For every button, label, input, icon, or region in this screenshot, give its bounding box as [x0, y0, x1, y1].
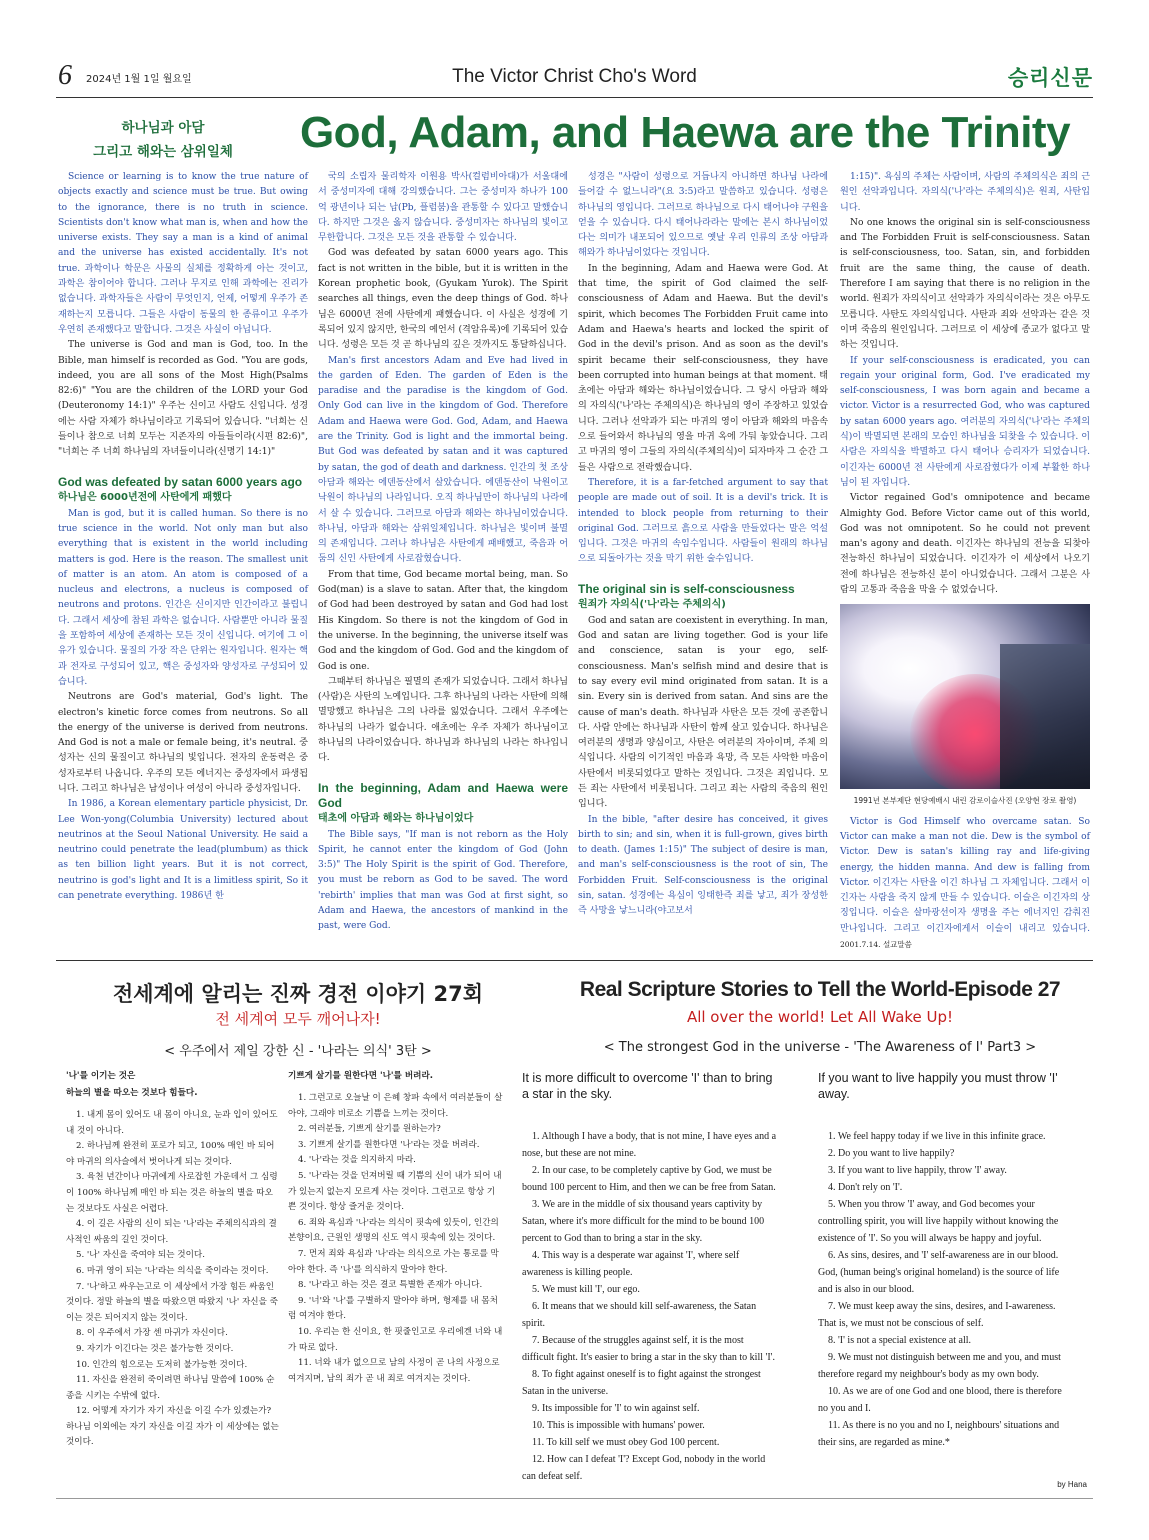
list-item: 6. 죄와 욕심과 '나'라는 의식이 핏속에 있듯이, 인간의 본향이요, 근원인 생명의 신도 역시 핏속에 있는 것이다. [288, 1217, 499, 1244]
list-item: 12. How can I defeat 'I'? Except God, nobody in the world can defeat self. [522, 1454, 766, 1482]
list-item: 12. 어떻게 자기가 자기 자신을 이길 수가 있겠는가? 하나님 이외에는 자기 자신을 이길 자가 이 세상에는 없는 것이다. [66, 1406, 279, 1448]
list-item: 6. It means that we should kill self-awareness, the Satan spirit. [522, 1301, 757, 1329]
list-item: 3. We are in the middle of six thousand years captivity by Satan, where it's more difficult for the mind to be bound 100 percent to God than to bring a star in the sky. [522, 1199, 765, 1244]
list-item: 9. We must not distinguish between me and you, and must therefore regard my neighbour's body as my own body. [818, 1352, 1061, 1380]
list-item: 6. 마귀 영이 되는 '나'라는 의식을 죽이라는 것이다. [76, 1265, 269, 1276]
subheading-kr: 원죄가 자의식('나'라는 주체의식) [578, 598, 726, 610]
list-item: 1. Although I have a body, that is not mine, I have eyes and a nose, but these are not mine. [522, 1131, 777, 1159]
list-item: 4. Don't rely on 'I'. [828, 1182, 903, 1193]
list-item: 8. To fight against oneself is to fight against the strongest Satan in the universe. [522, 1369, 761, 1397]
list-item: 2. 하나님께 완전히 포로가 되고, 100% 매인 바 되어야 마귀의 의사슬에서 벗어나게 되는 것이다. [66, 1141, 275, 1167]
page-number: 6 [58, 60, 72, 91]
article-column-4 [840, 170, 1090, 953]
kr-heading-line1: 하나님과 아담 [121, 120, 205, 136]
list-item: 3. 기쁘게 살기를 원한다면 '나'라는 것을 버려라. [298, 1139, 480, 1150]
list-item: 7. Because of the struggles against self, it is the most difficult fight. It's easier to bring a star in the sky than to kill 'I'. [522, 1335, 775, 1363]
list-item: 11. As there is no you and no I, neighbours' situations and their sins, are regarded as mine.* [818, 1420, 1060, 1448]
list-item: 11. To kill self we must obey God 100 percent. [532, 1437, 720, 1448]
subheading-kr: 태초에 아담과 해와는 하나님이었다 [318, 812, 474, 824]
list-item: 2. 여러분들, 기쁘게 살기를 원하는가? [298, 1124, 441, 1135]
list-item: 1. 내게 몸이 있어도 내 몸이 아니요, 눈과 입이 있어도 내 것이 아니다. [66, 1110, 278, 1136]
series-kr-column-2 [288, 1068, 503, 1387]
article-column-1 [58, 170, 308, 904]
kr-heading-line2: 그리고 해와는 삼위일체 [93, 144, 233, 160]
congregation-silhouette [1000, 644, 1090, 789]
series-part-en: < The strongest God in the universe - 'The Awareness of I' Part3 > [603, 1040, 1037, 1055]
paragraph: If your self-consciousness is eradicated, you can regain your original form, God. I've eradicated my self-consciousness, I was born again and became a victor. Victor is a resurrected God, who was captured by satan 6000 years ago. 여러분의 자의식('나'라는 주체의식)이 박멸되면 본래의 모습인 하나님을 되찾을 수 있습니다. 이 사람은 자의식을 박멸하고 다시 태어나 승리자가 되었습니다. 이긴자는 6000년 전 사탄에게 사로잡혔다가 이제 부활한 하나님이 된 자입니다. [840, 355, 1090, 488]
list-item: 9. '너'와 '나'를 구별하지 말아야 하며, 형제를 내 몸처럼 여겨야 한다. [288, 1295, 498, 1322]
kr-col2-list [288, 1091, 503, 1387]
list-item: 2. In our case, to be completely captive by God, we must be bound 100 percent to Him, and then we can be free from Satan. [522, 1165, 776, 1193]
paragraph: Man's first ancestors Adam and Eve had lived in the garden of Eden. The garden of Eden is the paradise and the paradise is the kingdom of God. Only God can live in the kingdom of God. Therefore Adam and Haewa were God. God, Adam, and Haewa are the Trinity. God is light and the immortal being. But God was defeated by satan and it was captured by satan, the god of death and darkness. 인간의 첫 조상 아담과 해와는 에덴동산에서 살았습니다. 에덴동산이 낙원이고 낙원이 하나님의 나라입니다. 오직 하나님만이 하나님의 나라에서 살 수 있습니다. 그러므로 아담과 해와는 하나님이었습니다. 하나님, 아담과 해와는 삼위일체입니다. 하나님은 빛이며 불멸의 존재입니다. 그러나 하나님은 사탄에게 패배했고, 죽음과 어둠의 신인 사탄에게 사로잡혔습니다. [318, 355, 568, 565]
paragraph: Neutrons are God's material, God's light. The electron's kinetic force comes from neutrons. So all the energy of the universe is derived from neutrons. And God is not a male or female being, it's neutral. 중성자는 신의 물질이고 하나님의 빛입니다. 전자의 운동력은 중성자로부터 나옵니다. 우주의 모든 에너지는 중성자에서 파생됩니다. 그리고 하나님은 남성이나 여성이 아니라 중성자입니다. [58, 692, 308, 794]
list-item: 5. We must kill 'I', our ego. [532, 1284, 640, 1295]
series-kr-column-1 [66, 1068, 281, 1451]
paragraph: 성경은 "사람이 성령으로 거듭나지 아니하면 하나님 나라에 들어갈 수 없느니라"(요 3:5)라고 말씀하고 있습니다. 성령은 하나님의 영입니다. 그러므로 하나님으로 다시 태어나야 구원을 얻을 수 있습니다. 다시 태어나라라는 말에는 본시 하나님이었다는 의미가 내포되어 있으므로 옛날 우리 인류의 조상 아담과 해와가 하나님이었다는 것입니다. [578, 172, 828, 259]
en-col2-list [818, 1128, 1073, 1451]
list-item: 5. When you throw 'I' away, and God becomes your controlling spirit, you will live happily without knowing the existence of 'I'. So you will always be happy and joyful. [818, 1199, 1059, 1244]
list-item: 4. 이 길은 사람의 신이 되는 '나'라는 주체의식과의 결사적인 싸움의 길인 것이다. [66, 1219, 277, 1245]
subheading-en: God was defeated by satan 6000 years ago [58, 474, 303, 489]
kr-col1-list [66, 1108, 281, 1451]
paragraph: God and satan are coexistent in everything. In man, God and satan are living together. God is your life and conscience, satan is your ego, self- consciousness. Man's selfish mind and desire that is to say every evil mind originated from satan. It is a sin. Every sin is derived from satan. And sins are the cause of man's death. 하나님과 사탄은 모든 것에 공존합니다. 사람 안에는 하나님과 사탄이 함께 살고 있습니다. 하나님은 여러분의 생명과 양심이고, 사탄은 여러분의 자아이며, 주체 의식입니다. 사람의 이기적인 마음과 욕망, 즉 모든 사악한 마음이 사탄에서 비롯되었다고 말하는 것입니다. 그것은 죄입니다. 모든 죄는 사탄에서 비롯됩니다. 그리고 죄는 사람의 죽음의 원인입니다. [578, 615, 828, 810]
bottom-divider [56, 1498, 1093, 1499]
subheading-en: The original sin is self-consciousness [578, 581, 795, 596]
sermon-date: 2001.7.14. 설교말씀 [840, 939, 912, 949]
subheading-kr: 하나님은 6000년전에 사탄에게 패했다 [58, 491, 232, 503]
list-item: 4. '나'라는 것을 의지하지 마라. [298, 1155, 416, 1166]
paragraph: 1:15)". 욕심의 주체는 사람이며, 사람의 주체의식은 죄의 근원인 선악과입니다. 자의식('나'라는 주체의식)은 원죄, 사탄입니다. [840, 172, 1090, 213]
subheading-en: In the beginning, Adam and Haewa were God [318, 780, 568, 810]
dew-photo [840, 604, 1090, 789]
paragraph: The Bible says, "If man is not reborn as the Holy Spirit, he cannot enter the kingdom of God (John 3:5)" The Holy Spirit is the spirit of God. Therefore, you must be reborn as God to be saved. The word 'rebirth' implies that man was God at first sight, so Adam and Haewa, the ancestors of mankind in the past, were God. [318, 829, 568, 932]
list-item: 9. Its impossible for 'I' to win against self. [532, 1403, 700, 1414]
article-column-3 [578, 170, 828, 920]
en-col2-heading: If you want to live happily you must throw 'I' away. [818, 1071, 1058, 1101]
list-item: 7. '나'하고 싸우는고로 이 세상에서 가장 힘든 싸움인 것이다. 정말 하늘의 별을 따왔으면 따왔지 '나' 자신을 죽이는 것은 되어지지 않는 것이다. [66, 1281, 278, 1323]
paragraph: Man is god, but it is called human. So there is no true science in the world. Not only man but also everything that is existent in the world including matters is god. Here is the reason. The smallest unit of matter is an atom. An atom is composed of a nucleus and electrons, a nucleus is composed of neutrons and protons. 인간은 신이지만 인간이라고 불립니다. 그래서 세상에 참된 과학은 없습니다. 사람뿐만 아니라 물질을 포함하여 세상에 존재하는 모든 것이 신입니다. 여기에 그 이유가 있습니다. 물질의 가장 작은 단위는 원자입니다. 원자는 핵과 전자로 구성되어 있고, 핵은 중성자와 양성자로 구성되어 있습니다. [58, 508, 308, 687]
article-korean-heading [58, 116, 268, 164]
list-item: 1. We feel happy today if we live in this infinite grace. [828, 1131, 1046, 1142]
list-item: 2. Do you want to live happily? [828, 1148, 955, 1159]
series-en-column-1 [522, 1070, 777, 1485]
series-subtitle-en: All over the world! Let All Wake Up! [686, 1008, 954, 1026]
paragraph: God was defeated by satan 6000 years ago. This fact is not written in the bible, but it is written in the Korean prophetic book, (Gyukam Yurok). The Spirit searches all things, even the deep things of God. 하나님은 6000년 전에 사탄에게 패했습니다. 이 사실은 성경에 기록되어 있지 않지만, 한국의 예언서 (격암유록)에 기록되어 있습니다. 성령은 모든 것 곧 하나님의 깊은 것까지도 통달하십니다. [318, 248, 568, 351]
list-item: 6. As sins, desires, and 'I' self-awareness are in our blood. God, (human being's original homeland) is the source of life and is also in our blood. [818, 1250, 1060, 1295]
paragraph: Victor is God Himself who overcame satan. So Victor can make a man not die. Dew is the symbol of Victor. Dew is satan's killing ray and life-giving energy, the hidden manna. And dew is falling from Victor. 이긴자는 사탄을 이긴 하나님 그 자체입니다. 그래서 이긴자는 사람을 죽지 않게 만들 수 있습니다. 이슬은 이긴자의 상징입니다. 이슬은 살마광선이자 생명을 주는 에너지인 감춰진 만나입니다. 그리고 이긴자에게서 이슬이 내리고 있습니다. 2001.7.14. 설교말씀 [840, 816, 1090, 949]
series-part-kr: < 우주에서 제일 강한 신 - '나라는 의식' 3탄 > [164, 1044, 432, 1059]
header-title: The Victor Christ Cho's Word [452, 66, 697, 87]
list-item: 7. We must keep away the sins, desires, and I-awareness. That is, we must not be conscious of self. [818, 1301, 1056, 1329]
article-title: God, Adam, and Haewa are the Trinity [299, 108, 1071, 157]
list-item: 8. 이 우주에서 가장 센 마귀가 자신이다. [76, 1328, 228, 1339]
byline: by Hana [1057, 1480, 1087, 1489]
en-col1-list [522, 1128, 777, 1485]
en-col1-heading: It is more difficult to overcome 'I' than to bring a star in the sky. [522, 1071, 773, 1101]
paragraph: The universe is God and man is God, too. In the Bible, man himself is recorded as God. "You are gods, indeed, you are all sons of the Most High(Psalms 82:6)" "You are the children of the LORD your God (Deuteronomy 14:1)" 우주는 신이고 사람도 신입니다. 성경에는 사람 자체가 하나님이라고 기록되어 있습니다. "너희는 신들이나 참으로 너희 모두는 지존자의 아들들이라(시편 82:6)", "너희는 주 너희 하나님의 자녀들이니라(신명기 14:1)" [58, 340, 308, 458]
paragraph: In the bible, "after desire has conceived, it gives birth to sin; and sin, when it is full-grown, gives birth to death. (James 1:15)" The subject of desire is man, and man's self-consciousness is the root of sin, The Forbidden Fruit. Self-consciousness is the original sin, satan. 성경에는 욕심이 잉태한즉 죄를 낳고, 죄가 장성한즉 사망을 낳느니라(야고보서 [578, 814, 828, 917]
paragraph: In the beginning, Adam and Haewa were God. At that time, the spirit of God claimed the self-consciousness of Adam and Haewa. But the devil's spirit, which becomes The Forbidden Fruit came into Adam and Haewa's hearts and locked the spirit of God in the devil's prison. And as soon as the devil's spirit became their self-consciousness, they have been corrupted into human beings at that moment. 태초에는 아담과 해와는 하나님이었습니다. 그 당시 아담과 해와의 자의식('나'라는 주체의식)은 하나님의 영이 주장하고 있었습니다. 그러나 선악과가 되는 마귀의 영이 아담과 해와의 마음속으로 들어와서 하나님의 영을 마귀 옥에 가둬 놓았습니다. 그리고 마귀의 영이 그들의 자의식(주체의식)이 되자마자 그 순간 그들은 사람으로 전락했습니다. [578, 263, 828, 473]
kr-col1-heading: '나'를 이기는 것은 하늘의 별을 따오는 것보다 힘들다. [66, 1071, 198, 1098]
issue-date: 2024년 1월 1일 월요일 [86, 74, 192, 85]
kr-col2-heading: 기쁘게 살기를 원한다면 '나'를 버려라. [288, 1071, 434, 1081]
list-item: 8. '나'라고 하는 것은 결코 특별한 존재가 아니다. [298, 1280, 483, 1291]
paragraph: Therefore, it is a far-fetched argument to say that people are made out of soil. It is a devil's trick. It is intended to block people from returning to their original God. 그러므로 흙으로 사람을 만들었다는 말은 억설입니다. 그것은 마귀의 속임수입니다. 사람들이 원래의 하나님으로 되돌아가는 것을 막기 위한 술수입니다. [578, 477, 828, 565]
list-item: 10. 인간의 힘으로는 도저히 불가능한 것이다. [76, 1359, 248, 1370]
list-item: 3. If you want to live happily, throw 'I' away. [828, 1165, 1007, 1176]
paragraph: 국의 소립자 물리학자 이원용 박사(컬럼비아대)가 서울대에서 중성미자에 대해 강의했습니다. 그는 중성미자 하나가 100억 광년이나 되는 납(Pb, 플럼붐)을 관통할 수 있다고 말했습니다. 하지만 그것은 옳지 않습니다. 중성미자는 하나님의 빛이고 무한합니다. 그것은 모든 것을 관통할 수 있습니다. [318, 172, 568, 244]
list-item: 9. 자기가 이긴다는 것은 불가능한 것이다. [76, 1343, 234, 1354]
series-subtitle-kr: 전 세계여 모두 깨어나자! [215, 1010, 381, 1028]
paragraph: Victor regained God's omnipotence and became Almighty God. Before Victor came out of this world, God was not omnipotent. So he could not prevent man's agony and death. 이긴자는 하나님의 전능을 되찾아 전능하신 하나님이 되었습니다. 이긴자가 이 세상에서 나오기 전에 하나님은 전능하신 분이 아니었습니다. 그래서 그분은 사람의 고통과 죽음을 막을 수 없었습니다. [840, 493, 1090, 596]
list-item: 11. 너와 내가 없으므로 남의 사정이 곧 나의 사정으로 여겨지며, 남의 죄가 곧 내 죄로 여겨지는 것이다. [288, 1358, 500, 1384]
paragraph: 그때부터 하나님은 필멸의 존재가 되었습니다. 그래서 하나님(사람)은 사탄의 노예입니다. 그후 하나님의 나라는 사탄에 의해 멸망했고 하나님은 그의 나라를 잃었습니다. 그래서 우주에는 하나님의 나라가 없습니다. 애초에는 우주 자체가 하나님이고 하나님의 나라이었습니다. 하나님과 하나님의 나라는 하나입니다. [318, 676, 568, 764]
series-title-kr: 전세계에 알리는 진짜 경전 이야기 27회 [112, 982, 484, 1006]
series-en-column-2 [818, 1070, 1073, 1451]
paragraph: From that time, God became mortal being, man. So God(man) is a slave to satan. After that, the kingdom of God had been destroyed by satan and God had lost His Kingdom. So there is not the kingdom of God in the universe. In the beginning, the universe itself was God and the kingdom of God. God and the kingdom of God is one. [318, 569, 568, 672]
paragraph: Science or learning is to know the true nature of objects exactly and science must be true. But owing to the ignorance, there is no truth in science. Scientists don't know what man is, when and how the universe exists. They say a man is a kind of animal and the universe has existed accidentally. It's not true. 과학이나 학문은 사물의 실체를 정확하게 아는 것이고, 과학은 참이어야 합니다. 그러나 무지로 인해 과학에는 진리가 없습니다. 과학자들은 사람이 무엇인지, 언제, 어떻게 우주가 존재하는지 모릅니다. 그들은 사람이 동물의 한 종류이고 우주가 우연히 존재했다고 말합니다. 그것은 사실이 아닙니다. [58, 172, 308, 335]
list-item: 10. As we are of one God and one blood, there is therefore no you and I. [818, 1386, 1062, 1414]
list-item: 10. This is impossible with humans' power. [532, 1420, 705, 1431]
list-item: 8. 'I' is not a special existence at all. [828, 1335, 971, 1346]
series-title-en: Real Scripture Stories to Tell the World-Episode 27 [579, 978, 1061, 1001]
page-header [56, 58, 1093, 98]
newspaper-brand: 승리신문 [1007, 66, 1093, 90]
list-item: 4. This way is a desperate war against 'I', where self awareness is killing people. [522, 1250, 740, 1278]
list-item: 5. '나'라는 것을 던져버릴 때 기쁨의 신이 내가 되어 내가 있는지 없는지 모르게 사는 것이다. 그런고로 항상 기쁜 것이다. 항상 즐거운 것이다. [288, 1170, 502, 1213]
section-divider [56, 960, 1093, 961]
list-item: 7. 먼저 죄와 욕심과 '나'라는 의식으로 가는 통로를 막아야 한다. 즉 '나'를 의식하지 말아야 한다. [288, 1248, 499, 1275]
list-item: 3. 육천 년간이나 마귀에게 사로잡힌 가운데서 그 심령이 100% 하나님께 매인 바 되는 것은 하늘의 별을 따오는 것보다도 사실은 어렵다. [66, 1172, 278, 1214]
list-item: 5. '나' 자신을 죽여야 되는 것이다. [76, 1250, 205, 1261]
list-item: 10. 우리는 한 신이요, 한 핏줄인고로 우리에겐 너와 내가 따로 없다. [288, 1326, 503, 1353]
list-item: 11. 자신을 완전히 죽이려면 하나님 말씀에 100% 순종을 시키는 수밖에 없다. [66, 1375, 275, 1401]
paragraph: In 1986, a Korean elementary particle physicist, Dr. Lee Won-yong(Columbia University) lectured about neutrinos at the Seoul National University. He said a neutrino could penetrate the lead(plumbum) as thick as ten billion light years. But it is not correct, neutrino is god's light and It is a limitless spirit, So it can penetrate everything. 1986년 한 [58, 799, 308, 902]
article-column-2 [318, 170, 568, 935]
list-item: 1. 그런고로 오늘날 이 은혜 창파 속에서 여러분들이 살아야, 그래야 비로소 기쁨을 느끼는 것이다. [288, 1093, 503, 1119]
photo-caption: 1991년 본부제단 현당예배시 내린 감로이슬사진 (오양현 장로 촬영) [853, 796, 1077, 806]
paragraph: No one knows the original sin is self-consciousness and The Forbidden Fruit is self-consciousness. Satan is self-consciousness, too. Satan, sin, and forbidden fruit are the same thing, the cause of death. Therefore I am saying that there is no religion in the world. 원죄가 자의식이고 선악과가 자의식이라는 것은 아무도 모릅니다. 사탄도 자의식입니다. 사탄과 죄와 선악과는 같은 것이며 죽음의 원인입니다. 그러므로 이 세상에 종교가 없다고 말하는 것입니다. [840, 217, 1090, 351]
